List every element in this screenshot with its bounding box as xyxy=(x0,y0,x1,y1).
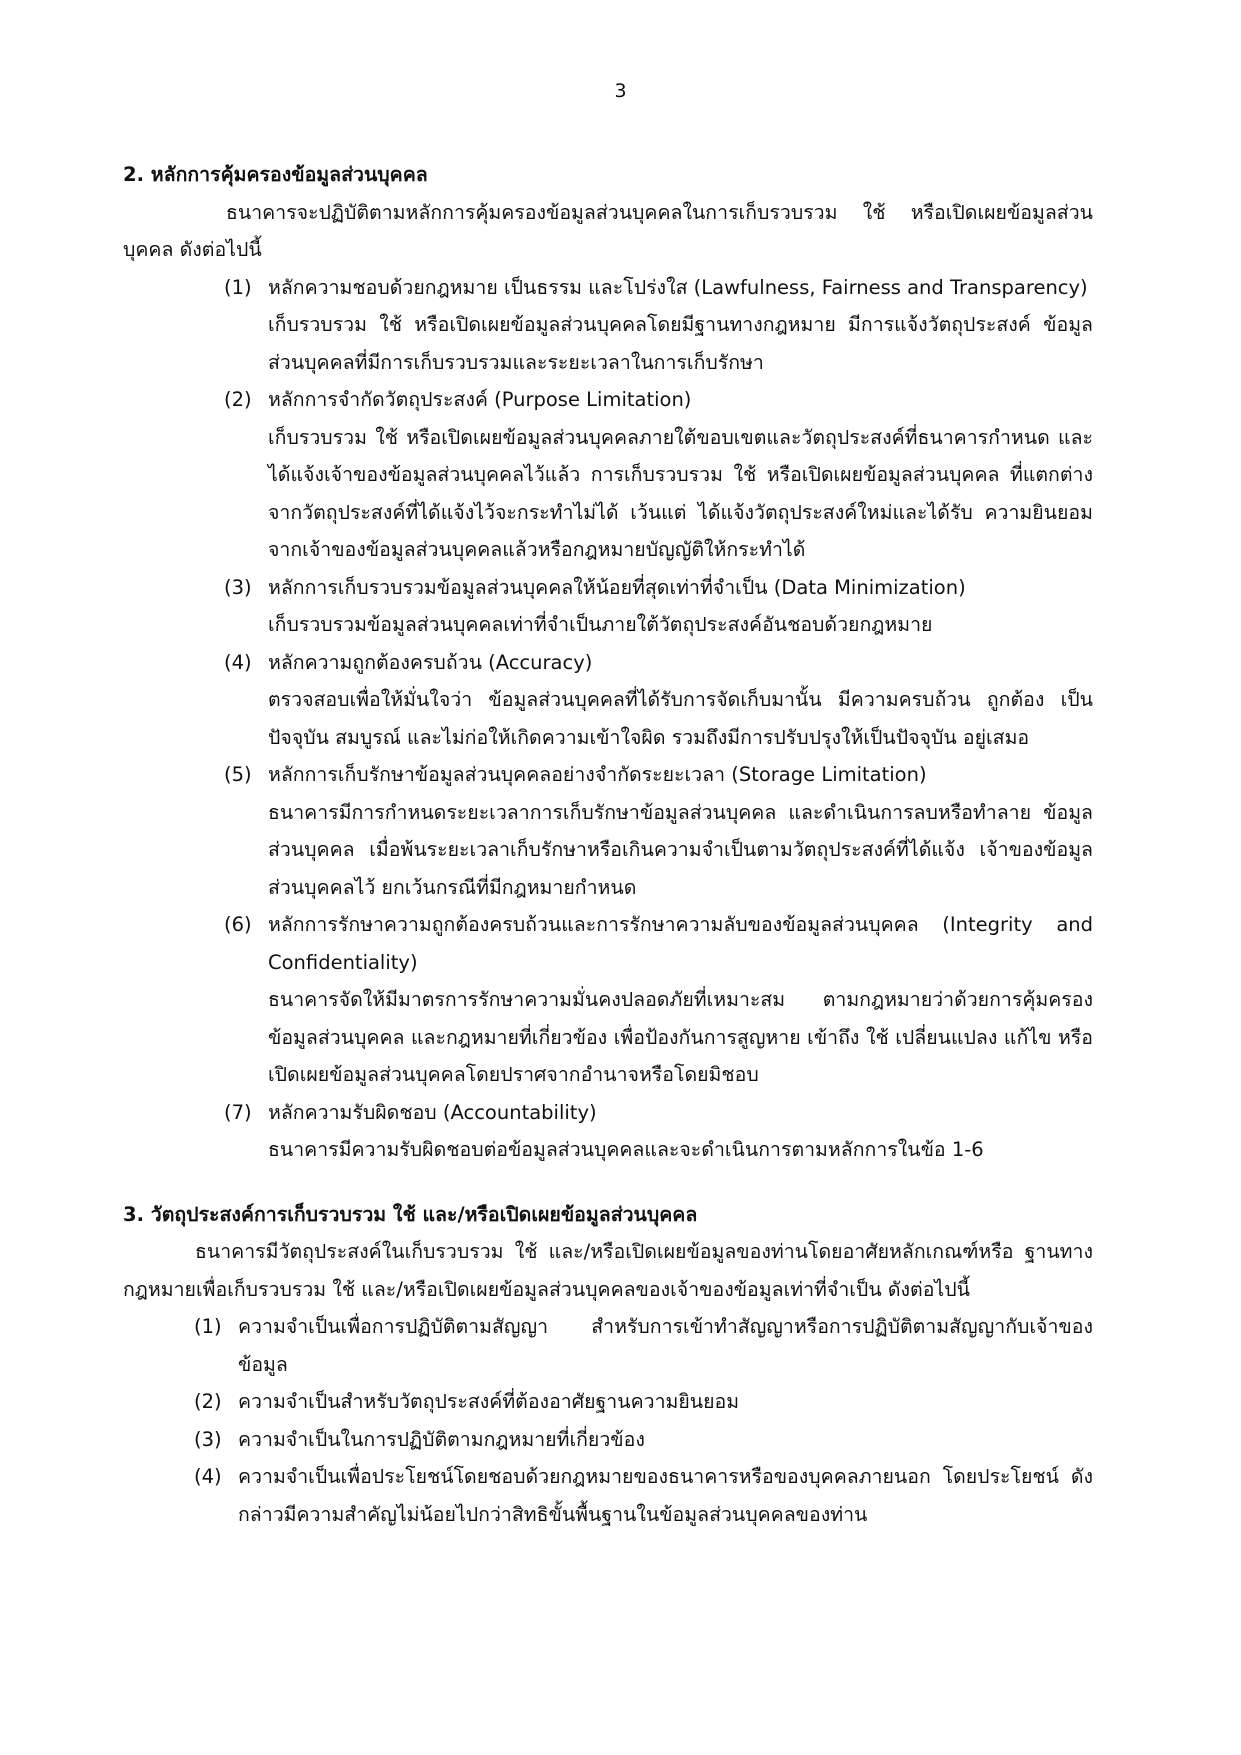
purpose-text: ความจำเป็นเพื่อการปฏิบัติตามสัญญา สำหรับการเข้าทำสัญญาหรือการปฏิบัติตามสัญญากับเจ้าของ ข้อมูล xyxy=(238,1315,1093,1376)
page-content xyxy=(123,156,1093,1533)
item-body xyxy=(268,381,1093,569)
principle-item xyxy=(224,381,1093,569)
item-number: (6) xyxy=(224,913,252,936)
section-3-heading: 3. วัตถุประสงค์การเก็บรวบรวม ใช้ และ/หรือเปิดเผยข้อมูลส่วนบุคคล xyxy=(123,1202,698,1226)
section-2-intro: ธนาคารจะปฏิบัติตามหลักการคุ้มครองข้อมูลส่วนบุคคลในการเก็บรวบรวม ใช้ หรือเปิดเผยข้อมูลส่วนบุคคล ดังต่อไปนี้ xyxy=(123,200,1093,261)
page-number: 3 xyxy=(614,80,627,102)
item-number: (5) xyxy=(224,763,252,786)
item-number: (7) xyxy=(224,1100,252,1124)
purpose-text: ความจำเป็นสำหรับวัตถุประสงค์ที่ต้องอาศัยฐานความยินยอม xyxy=(238,1390,740,1413)
item-number: (3) xyxy=(194,1427,222,1451)
section-3-intro: ธนาคารมีวัตถุประสงค์ในเก็บรวบรวม ใช้ และ/หรือเปิดเผยข้อมูลของท่านโดยอาศัยหลักเกณฑ์หรือ ฐานทางกฎหมายเพื่อเก็บรวบรวม ใช้ และ/หรือเปิดเผยข้อมูลส่วนบุคคลของเจ้าของข้อมูลเท่าที่จำเป็น ดังต่อไปนี้ xyxy=(123,1240,1093,1301)
principle-description: ธนาคารมีความรับผิดชอบต่อข้อมูลส่วนบุคคลและจะดำเนินการตามหลักการในข้อ 1-6 xyxy=(268,1138,984,1161)
item-body xyxy=(268,756,1093,906)
principle-title: หลักความถูกต้องครบถ้วน (Accuracy) xyxy=(268,650,593,674)
item-body xyxy=(268,906,1093,1094)
section-2 xyxy=(123,156,1093,1169)
principle-title: หลักความรับผิดชอบ (Accountability) xyxy=(268,1100,597,1124)
principle-description: ธนาคารมีการกำหนดระยะเวลาการเก็บรักษาข้อมูลส่วนบุคคล และดำเนินการลบหรือทำลาย ข้อมูลส่วนบุคคล เมื่อพ้นระยะเวลาเก็บรักษาหรือเกินความจำเป็นตามวัตถุประสงค์ที่ได้แจ้ง เจ้าของข้อมูลส่วนบุคคลไว้ ยกเว้นกรณีที่มีกฎหมายกำหนด xyxy=(268,800,1093,899)
principle-title: หลักการจำกัดวัตถุประสงค์ (Purpose Limitation) xyxy=(268,388,692,411)
item-body xyxy=(268,644,1093,757)
principle-title: หลักการรักษาความถูกต้องครบถ้วนและการรักษาความลับของข้อมูลส่วนบุคคล (Integrity and Confidentiality) xyxy=(268,913,1093,974)
principle-item xyxy=(224,569,1093,644)
item-body xyxy=(268,569,1093,644)
principle-item xyxy=(224,269,1093,382)
principle-item xyxy=(224,756,1093,906)
section-spacer xyxy=(123,1169,1093,1196)
principles-list xyxy=(123,269,1093,1169)
item-number: (1) xyxy=(194,1315,222,1338)
purpose-item xyxy=(194,1421,1093,1459)
principle-title: หลักการเก็บรวบรวมข้อมูลส่วนบุคคลให้น้อยที่สุดเท่าที่จำเป็น (Data Minimization) xyxy=(268,575,966,599)
section-3 xyxy=(123,1196,1093,1534)
purpose-item xyxy=(194,1383,1093,1421)
principle-title: หลักการเก็บรักษาข้อมูลส่วนบุคคลอย่างจำกัดระยะเวลา (Storage Limitation) xyxy=(268,763,927,786)
principle-description: เก็บรวบรวมข้อมูลส่วนบุคคลเท่าที่จำเป็นภายใต้วัตถุประสงค์อันชอบด้วยกฎหมาย xyxy=(268,613,933,636)
item-body xyxy=(268,269,1093,382)
item-number: (4) xyxy=(224,650,252,674)
item-number: (1) xyxy=(224,275,252,299)
principle-description: เก็บรวบรวม ใช้ หรือเปิดเผยข้อมูลส่วนบุคคลภายใต้ขอบเขตและวัตถุประสงค์ที่ธนาคารกำหนด และได้แจ้งเจ้าของข้อมูลส่วนบุคคลไว้แล้ว การเก็บรวบรวม ใช้ หรือเปิดเผยข้อมูลส่วนบุคคล ที่แตกต่างจากวัตถุประสงค์ที่ได้แจ้งไว้จะกระทำไม่ได้ เว้นแต่ ได้แจ้งวัตถุประสงค์ใหม่และได้รับ ความยินยอมจากเจ้าของข้อมูลส่วนบุคคลแล้วหรือกฎหมายบัญญัติให้กระทำได้ xyxy=(268,425,1093,561)
item-number: (3) xyxy=(224,575,252,599)
purpose-text: ความจำเป็นเพื่อประโยชน์โดยชอบด้วยกฎหมายของธนาคารหรือของบุคคลภายนอก โดยประโยชน์ ดังกล่าวมีความสำคัญไม่น้อยไปกว่าสิทธิขั้นพื้นฐานในข้อมูลส่วนบุคคลของท่าน xyxy=(238,1465,1093,1526)
principle-item xyxy=(224,906,1093,1094)
item-body xyxy=(268,1094,1093,1169)
purpose-item xyxy=(194,1308,1093,1383)
section-2-heading: 2. หลักการคุ้มครองข้อมูลส่วนบุคคล xyxy=(123,163,428,186)
principle-description: ตรวจสอบเพื่อให้มั่นใจว่า ข้อมูลส่วนบุคคลที่ได้รับการจัดเก็บมานั้น มีความครบถ้วน ถูกต้อง เป็นปัจจุบัน สมบูรณ์ และไม่ก่อให้เกิดความเข้าใจผิด รวมถึงมีการปรับปรุงให้เป็นปัจจุบัน อยู่เสมอ xyxy=(268,688,1093,749)
purpose-item xyxy=(194,1458,1093,1533)
principle-title: หลักความชอบด้วยกฎหมาย เป็นธรรม และโปร่งใส (Lawfulness, Fairness and Transparency) xyxy=(268,275,1088,299)
principle-item xyxy=(224,644,1093,757)
item-number: (2) xyxy=(194,1390,222,1413)
item-number: (2) xyxy=(224,388,252,411)
purposes-list xyxy=(123,1308,1093,1533)
principle-item xyxy=(224,1094,1093,1169)
principle-description: เก็บรวบรวม ใช้ หรือเปิดเผยข้อมูลส่วนบุคคลโดยมีฐานทางกฎหมาย มีการแจ้งวัตถุประสงค์ ข้อมูลส่วนบุคคลที่มีการเก็บรวบรวมและระยะเวลาในการเก็บรักษา xyxy=(268,313,1093,374)
principle-description: ธนาคารจัดให้มีมาตรการรักษาความมั่นคงปลอดภัยที่เหมาะสม ตามกฎหมายว่าด้วยการคุ้มครอง ข้อมูลส่วนบุคคล และกฎหมายที่เกี่ยวข้อง เพื่อป้องกันการสูญหาย เข้าถึง ใช้ เปลี่ยนแปลง แก้ไข หรือเปิดเผยข้อมูลส่วนบุคคลโดยปราศจากอำนาจหรือโดยมิชอบ xyxy=(268,988,1093,1086)
purpose-text: ความจำเป็นในการปฏิบัติตามกฎหมายที่เกี่ยวข้อง xyxy=(238,1427,645,1451)
item-number: (4) xyxy=(194,1465,222,1488)
